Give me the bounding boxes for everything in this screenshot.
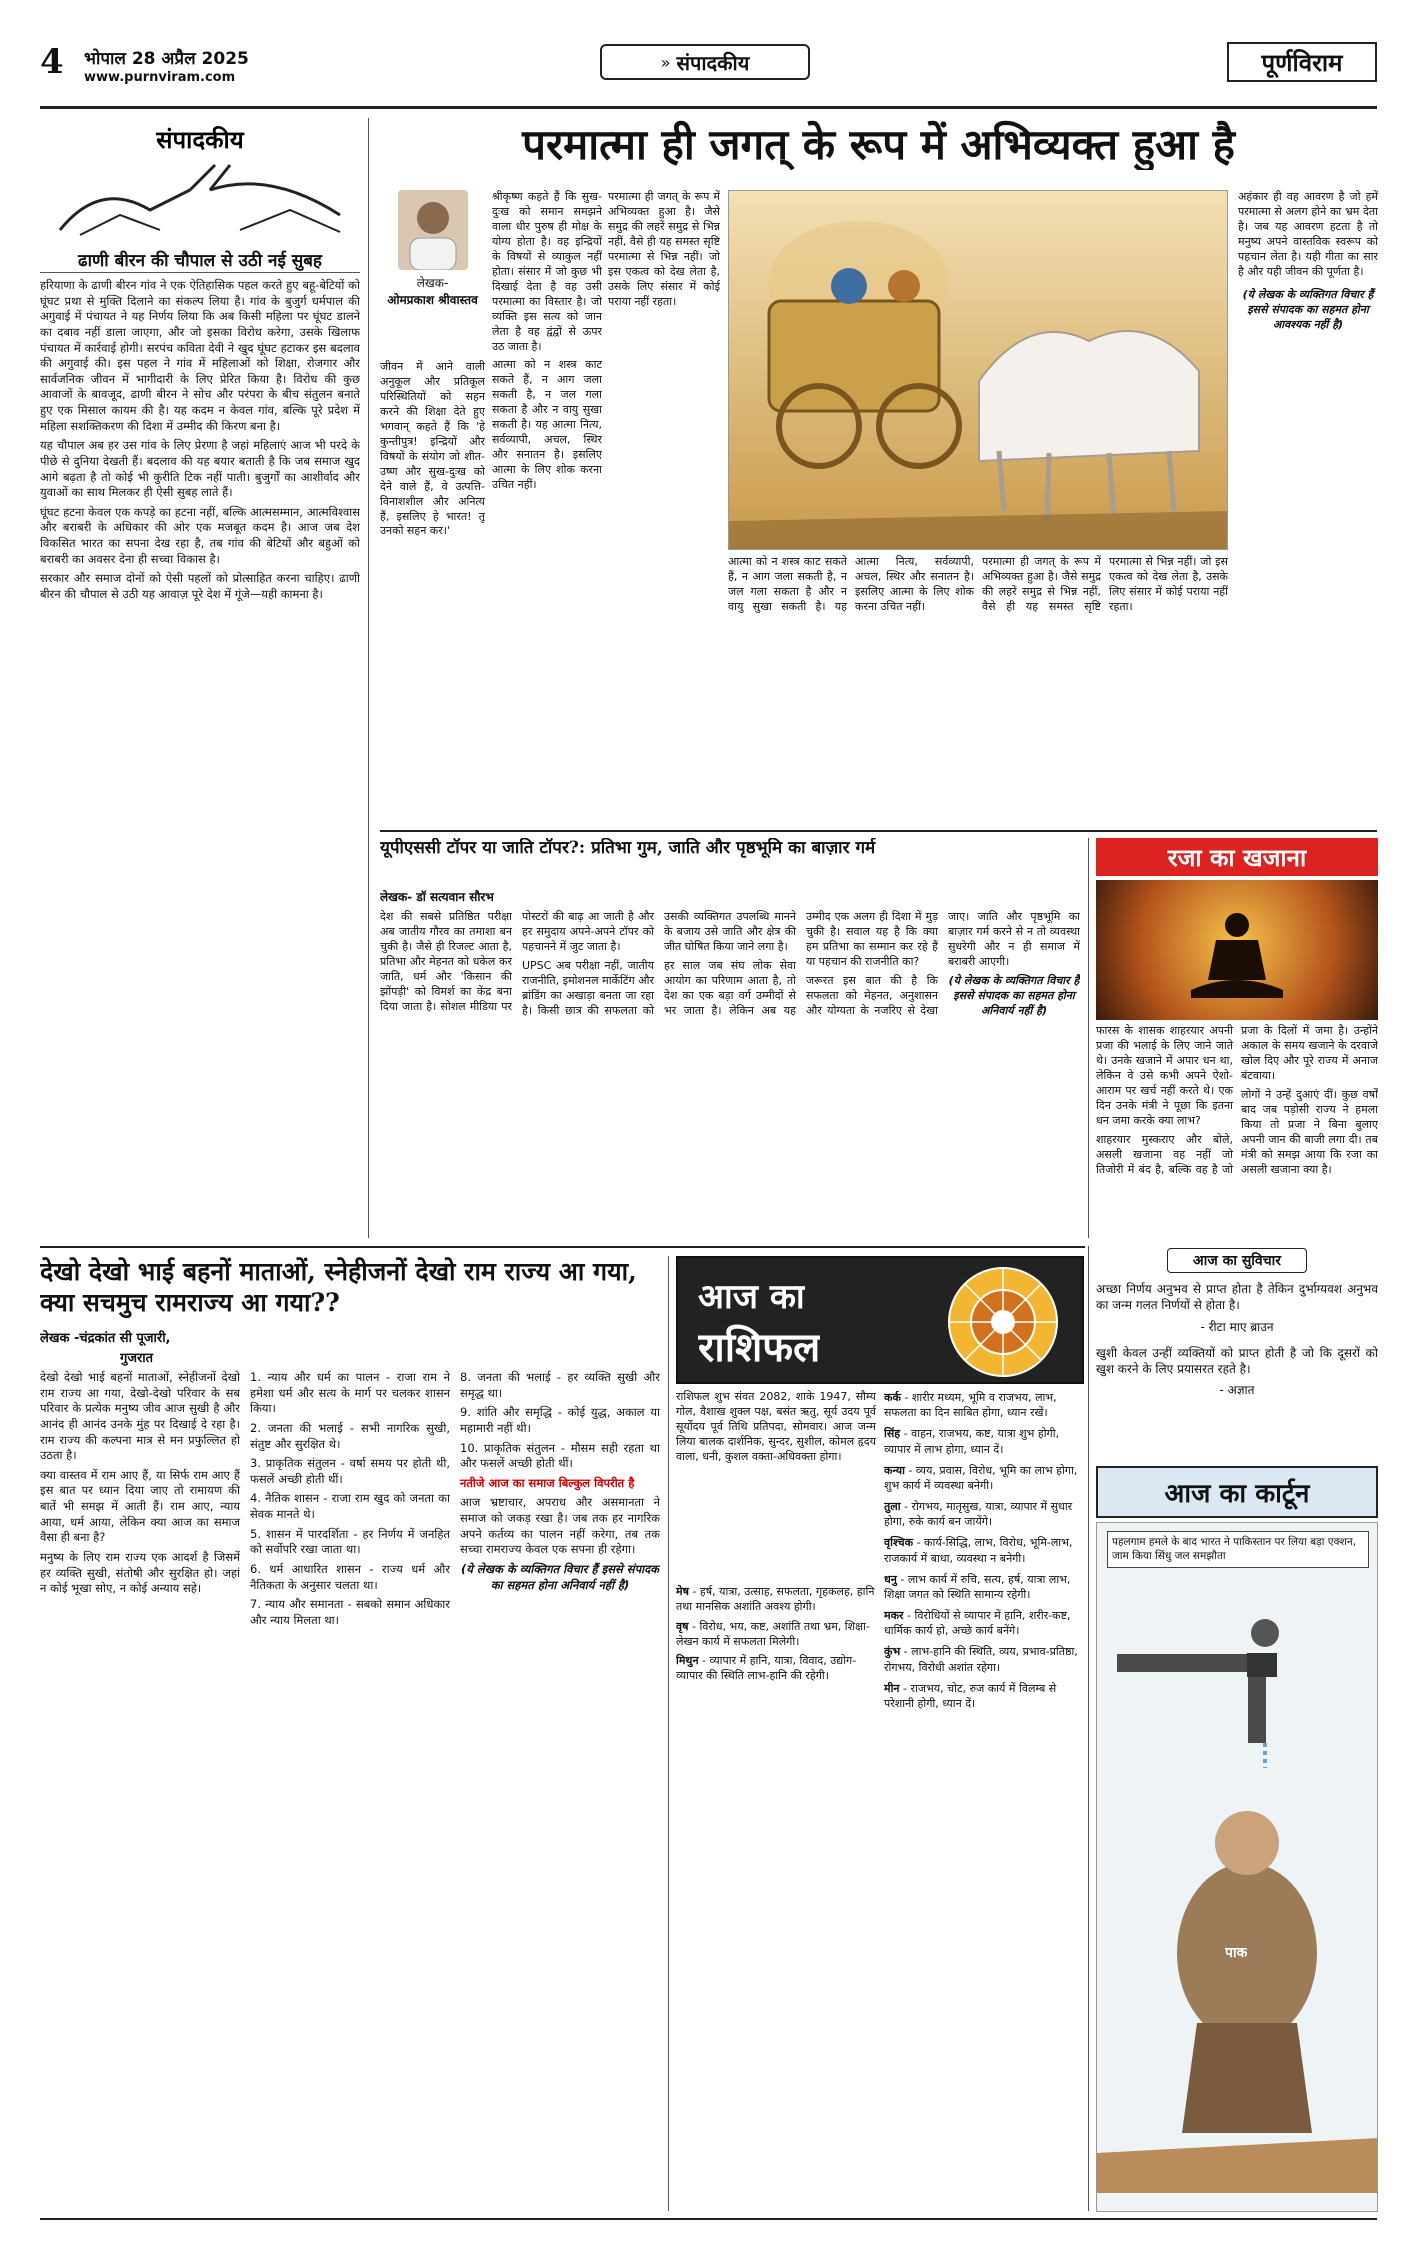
double-chevron-icon: » <box>660 52 671 72</box>
paragraph: क्या वास्तव में राम आए हैं, या सिर्फ राम आए हैं इस बात पर ध्यान दिया जाए तो रामायण की बातें भी समझ में आती हैं। राम आए, न्याय आया, धर्म आया, लेकिन क्या आज का समाज वैसा ही बना है? <box>40 1467 240 1545</box>
paragraph: परमात्मा ही जगत् के रूप में अभिव्यक्त हुआ है। जैसे समुद्र की लहरें समुद्र से भिन्न नहीं, वैसे ही यह समस्त सृष्टि परमात्मा से भिन्न नहीं। जो इस एकत्व को देख लेता है, उसके लिए संसार में कोई पराया नहीं रहता। <box>608 190 720 308</box>
masthead-rule <box>40 106 1377 109</box>
rashi-name: मिथुन <box>676 1654 699 1668</box>
website-url: www.purnviram.com <box>84 70 236 85</box>
page-number: 4 <box>40 42 64 82</box>
rashi-text: हर्ष, यात्रा, उत्साह, सफलता, गृहकलह, हानि तथा मानसिक अशांति अवश्य होगी। <box>676 1585 875 1613</box>
list-item: 2. जनता की भलाई - सभी नागरिक सुखी, संतुष्ट और सुरक्षित थे। <box>250 1420 450 1451</box>
editorial-section <box>40 120 360 1240</box>
rashi-name: कन्या <box>884 1463 905 1477</box>
rashi-name: कर्क <box>884 1391 901 1404</box>
cartoon-caption: पहलगाम हमले के बाद भारत ने पाकिस्तान पर लिया बड़ा एक्शन, जाम किया सिंधु जल समझौता <box>1107 1531 1369 1568</box>
rashi-name: कुंभ <box>884 1645 901 1659</box>
column-divider <box>368 118 369 1238</box>
rashi-item: तुला - रोगभय, मातृसुख, यात्रा, व्यापार में सुधार होगा, रुके कार्य बन जायेंगे। <box>884 1500 1073 1529</box>
upsc-author: लेखक- डॉ सत्यवान सौरभ <box>380 890 494 904</box>
divider <box>40 1246 1085 1248</box>
rashi-item: मकर - विरोधियों से व्यापार में हानि, शरीर-कष्ट, धार्मिक कार्य हो, अच्छे कार्य बनेंगे। <box>884 1609 1071 1638</box>
section-banner <box>600 44 810 80</box>
ramrajya-title: देखो देखो भाई बहनों माताओं, स्नेहीजनों देखो राम राज्य आ गया, क्या सचमुच रामराज्य आ गया?? <box>40 1257 637 1318</box>
cartoon-title: आज का कार्टून <box>1164 1479 1310 1509</box>
ramrajya-disclaimer: (ये लेखक के व्यक्तिगत विचार हैं इससे संपादक का सहमत होना अनिवार्य नहीं है) <box>460 1561 660 1592</box>
paragraph: लोगों ने उन्हें दुआएं दीं। कुछ वर्षों बाद जब पड़ोसी राज्य ने हमला किया तो प्रजा ने बिना बुलाए अपनी जान की बाजी लगा दी। तब मंत्री को समझ आया कि रजा का असली खजाना क्या है। <box>1241 1087 1378 1176</box>
paragraph: फारस के शासक शाहरयार अपनी प्रजा की भलाई के लिए जाने जाते थे। उनके खजाने में अपार धन था, लेकिन वे उसे कभी अपने ऐशो-आराम पर खर्च नहीं करते थे। एक दिन उनके मंत्री ने पूछा कि इतना धन जमा करके क्या लाभ? <box>1096 1024 1233 1127</box>
cartoon-banner <box>1096 1466 1378 1518</box>
paragraph: अहंकार ही वह आवरण है जो हमें परमात्मा से अलग होने का भ्रम देता है। जब यह आवरण हटता है तो मनुष्य अपने वास्तविक स्वरूप को पहचान लेता है। यही गीता का सार है और यही जीवन की पूर्णता है। <box>1238 190 1378 278</box>
rashi-item: कुंभ - लाभ-हानि की स्थिति, व्यय, प्रभाव-प्रतिष्ठा, रोगभय, विरोधी अशांत रहेगा। <box>884 1645 1078 1674</box>
paragraph: हरियाणा के ढाणी बीरन गांव ने एक ऐतिहासिक पहल करते हुए बहू-बेटियों को घूंघट प्रथा से मुक्ति दिलाने का संकल्प लिया है। गांव के बुजुर्ग धर्मपाल की अगुवाई में पंचायत ने यह निर्णय लिया कि अब किसी महिला पर घूंघट डालने का दबाव नहीं डाला जाएगा, और जो इसका विरोध करेगा, उसके खिलाफ पंचायत में कार्रवाई होगी। सरपंच कविता देवी ने खुद घूंघट हटाकर इस बदलाव की अगुवाई की। इस पहल ने गांव में महिलाओं को शिक्षा, रोजगार और सार्वजनिक जीवन में भागीदारी के लिए प्रेरित किया है। विरोध की कुछ आवाजों के बावजूद, ढाणी बीरन ने सोच और परंपरा के बीच संतुलन बनाते हुए एक मिसाल कायम की है। यह कदम न केवल गांव, बल्कि पूरे प्रदेश में महिला सशक्तिकरण की दिशा में उम्मीद की किरण बना है। <box>40 278 360 433</box>
upsc-disclaimer: (ये लेखक के व्यक्तिगत विचार हैं इससे संपादक का सहमत होना अनिवार्य नहीं है) <box>948 973 1080 1017</box>
editorial-illustration <box>40 120 360 245</box>
page-date: भोपाल 28 अप्रैल 2025 <box>84 49 249 69</box>
rashi-name: वृश्चिक <box>884 1536 914 1550</box>
suvichar-box <box>1096 1248 1378 1458</box>
masthead <box>40 40 1377 102</box>
rashi-text: कार्य-सिद्धि, लाभ, विरोध, भूमि-लाभ, राजकार्य में बाधा, व्यवस्था न बनेगी। <box>884 1536 1073 1565</box>
list-item: 8. जनता की भलाई - हर व्यक्ति सुखी और समृद्ध था। <box>460 1370 660 1400</box>
rashi-text: वाहन, राजभय, कष्ट, यात्रा शुभ होगी, व्यापार में लाभ होगा, ध्यान दें। <box>884 1427 1060 1456</box>
feature-body-col2 <box>492 190 602 815</box>
paragraph: घूंघट हटना केवल एक कपड़े का हटना नहीं, बल्कि आत्मसम्मान, आत्मविश्वास और बराबरी के अधिकार की ओर एक मजबूत कदम है। आज जब देश विकसित भारत का सपना देख रहा है, तब गांव की बेटियों और बहुओं को बराबरी का अवसर देना ही सच्चा विकास है। <box>40 504 360 566</box>
paragraph: परमात्मा ही जगत् के रूप में अभिव्यक्त हुआ है। जैसे समुद्र की लहरें समुद्र से भिन्न नहीं, वैसे ही यह समस्त सृष्टि परमात्मा से भिन्न नहीं। जो इस एकत्व को देख लेता है, उसके लिए संसार में कोई पराया नहीं रहता। <box>982 555 1228 613</box>
feature-body-col1 <box>380 360 485 815</box>
brand-logo <box>1227 42 1377 82</box>
rashi-text: लाभ-हानि की स्थिति, व्यय, प्रभाव-प्रतिष्ठा, रोगभय, विरोधी अशांत रहेगा। <box>884 1645 1078 1674</box>
editorial-title: ढाणी बीरन की चौपाल से उठी नई सुबह <box>78 251 322 271</box>
rashi-name: मेष <box>676 1585 689 1598</box>
upsc-body <box>380 910 1080 1240</box>
paragraph: यह चौपाल अब हर उस गांव के लिए प्रेरणा है जहां महिलाएं आज भी परदे के पीछे से दुनिया देखती हैं। बदलाव की यह बयार बताती है कि जब समाज खुद आगे बढ़ता है तो कोई भी कुरीति टिक नहीं पाती। बुजुर्गों का आशीर्वाद और युवाओं का साथ मिलकर ही ऐसी सुबह लाते हैं। <box>40 438 360 500</box>
rashi-item: धनु - लाभ कार्य में रुचि, सत्य, हर्ष, यात्रा लाभ, शिक्षा जगत को स्थिति सामान्य रहेगी। <box>884 1572 1071 1601</box>
person-icon <box>398 190 468 270</box>
rashifal-list-left <box>676 1585 876 2205</box>
paragraph: आत्मा को न शस्त्र काट सकते हैं, न आग जला सकती है, न जल गला सकता है और न वायु सुखा सकती है। यह आत्मा नित्य, सर्वव्यापी, अचल, स्थिर और सनातन है। इसलिए आत्मा के लिए शोक करना उचित नहीं। <box>492 358 602 492</box>
editorial-heading: संपादकीय <box>156 125 244 154</box>
suvichar-author-2: - अज्ञात <box>1219 1383 1255 1398</box>
rashi-name: धनु <box>884 1572 897 1586</box>
rashi-text: लाभ कार्य में रुचि, सत्य, हर्ष, यात्रा लाभ, शिक्षा जगत को स्थिति सामान्य रहेगी। <box>884 1572 1071 1601</box>
raja-body <box>1096 1024 1378 1239</box>
chariot-icon <box>729 191 1228 550</box>
paragraph: आज भ्रष्टाचार, अपराध और असमानता ने समाज को जकड़ रखा है। जब तक हर नागरिक अपने कर्तव्य का पालन नहीं करेगा, तब तक सच्चा रामराज्य केवल एक सपना ही रहेगा। <box>460 1495 660 1557</box>
section-title: संपादकीय <box>676 50 750 75</box>
rashi-name: तुला <box>884 1500 901 1514</box>
rashifal-title-2: राशिफल <box>698 1325 821 1371</box>
list-item: 7. न्याय और समानता - सबको समान अधिकार और न्याय मिलता था। <box>250 1597 450 1627</box>
rashi-text: विरोध, भय, कष्ट, अशांति तथा भ्रम, शिक्षा-लेखन कार्य में सफलता मिलेगी। <box>676 1619 870 1648</box>
paragraph: जीवन में आने वाली अनुकूल और प्रतिकूल परिस्थितियों को सहन करने की शिक्षा देते हुए भगवान् कहते हैं कि 'हे कुन्तीपुत्र! इन्द्रियों और विषयों के संयोग जो शीत-उष्ण और सुख-दुःख को देने वाले हैं, वे उत्पत्ति-विनाशशील और अनित्य हैं, इसलिए हे भारत! तू उनको सहन कर।' <box>380 360 485 538</box>
rashi-item: मिथुन - व्यापार में हानि, यात्रा, विवाद, उद्योग-व्यापार की स्थिति लाभ-हानि की रहेगी। <box>676 1654 857 1683</box>
list-item: 10. प्राकृतिक संतुलन - मौसम सही रहता था और फसलें अच्छी होती थीं। <box>460 1440 660 1471</box>
author-name: ओमप्रकाश श्रीवास्तव <box>387 293 478 307</box>
paragraph: श्रीकृष्ण कहते हैं कि सुख-दुःख को समान समझने वाला धीर पुरुष ही मोक्ष के योग्य होता है। वह इन्द्रियों के विषयों से व्याकुल नहीं होता। संसार में जो कुछ भी दिखाई देता है वह उसी परमात्मा का विस्तार है। जो व्यक्ति इस सत्य को जान लेता है वह द्वंद्वों से ऊपर उठ जाता है। <box>492 190 602 353</box>
paragraph: आत्मा को न शस्त्र काट सकते हैं, न आग जला सकती है, न जल गला सकता है और न वायु सुखा सकती है। यह आत्मा नित्य, सर्वव्यापी, अचल, स्थिर और सनातन है। इसलिए आत्मा के लिए शोक करना उचित नहीं। <box>728 555 974 613</box>
rashi-text: शारीर मध्यम, भूमि व राजभय, लाभ, सफलता का दिन साबित होगा, ध्यान रखें। <box>884 1391 1057 1420</box>
ramrajya-author: लेखक -चंद्रकांत सी पूजारी, <box>40 1331 171 1346</box>
suvichar-title: आज का सुविचार <box>1193 1253 1281 1269</box>
rashi-name: सिंह <box>884 1427 901 1441</box>
zodiac-wheel-icon <box>928 1264 1078 1380</box>
rashi-item: वृष - विरोध, भय, कष्ट, अशांति तथा भ्रम, शिक्षा-लेखन कार्य में सफलता मिलेगी। <box>676 1619 870 1648</box>
suvichar-header <box>1167 1248 1307 1273</box>
column-divider <box>668 1256 669 2211</box>
rashi-text: विरोधियों से व्यापार में हानि, शरीर-कष्ट, धार्मिक कार्य हो, अच्छे कार्य बनेंगे। <box>884 1609 1071 1638</box>
paragraph: देश की सबसे प्रतिष्ठित परीक्षा अब जातीय गौरव का तमाशा बन चुकी है। जैसे ही रिजल्ट आता है, प्रतिभा और मेहनत को धकेल कर जाति, धर्म और 'किसान की झोंपड़ी' को विमर्श का केंद्र बना दिया जाता है। सोशल मीडिया पर पोस्टरों की बाढ़ आ जाती है और हर समुदाय अपने-अपने टॉपर को पहचानने में जुट जाता है। <box>380 910 654 1013</box>
paragraph: शाहरयार मुस्कराए और बोले, असली खजाना वह नहीं जो तिजोरी में बंद है, बल्कि वह है जो प्रजा के दिलों में जमा है। उन्होंने अकाल के समय खजाने के दरवाजे खोल दिए और पूरे राज्य में अनाज बंटवाया। <box>1096 1024 1378 1176</box>
rashi-item: कर्क - शारीर मध्यम, भूमि व राजभय, लाभ, सफलता का दिन साबित होगा, ध्यान रखें। <box>884 1391 1057 1420</box>
paragraph: मनुष्य के लिए राम राज्य एक आदर्श है जिसमें हर व्यक्ति सुखी, संतोषी और सुरक्षित हो। जहां न कोई भूखा सोए, न कोई अन्याय सहे। <box>40 1549 240 1596</box>
list-item: 4. नैतिक शासन - राजा राम खुद को जनता का सेवक मानते थे। <box>250 1491 450 1521</box>
suvichar-quote-2: खुशी केवल उन्हीं व्यक्तियों को प्राप्त होती है जो कि दूसरों को खुश करने के लिए प्रयासरत रहते है। <box>1096 1345 1378 1376</box>
feature-title: परमात्मा ही जगत् के रूप में अभिव्यक्त हुआ है <box>522 120 1235 169</box>
rashi-item: कन्या - व्यय, प्रवास, विरोध, भूमि का लाभ होगा, शुभ कार्य में व्यवस्था बनेगी। <box>884 1463 1078 1492</box>
rashi-text: रोगभय, मातृसुख, यात्रा, व्यापार में सुधार होगा, रुके कार्य बन जायेंगे। <box>884 1500 1073 1529</box>
rashifal-intro: राशिफल शुभ संवत 2082, शाके 1947, सौम्य गोल, वैशाख शुक्ल पक्ष, बसंत ऋतु, सूर्य उदय पूर्व सूर्योदय पूर्व तिथि प्रतिपदा, सोमवार। आज जन्म लिया बालक दार्शनिक, सुन्दर, सुशील, कोमल हृदय वाला, धनी, कुशल वक्ता-अधिवक्ता होगा। <box>676 1390 876 1463</box>
list-item: 9. शांति और समृद्धि - कोई युद्ध, अकाल या महामारी नहीं थी। <box>460 1405 660 1435</box>
krishna-arjuna-chariot-image <box>728 190 1228 550</box>
divider <box>380 830 1377 832</box>
list-item: 1. न्याय और धर्म का पालन - राजा राम ने हमेशा धर्म और सत्य के मार्ग पर चलकर शासन किया। <box>250 1370 450 1416</box>
rashi-name: वृष <box>676 1619 689 1633</box>
rashifal-banner <box>676 1256 1084 1384</box>
suvichar-quote-1: अच्छा निर्णय अनुभव से प्राप्त होता है तेकिन दुर्भाग्यवश अनुभव का जन्म गलत निर्णयों से होता है। <box>1096 1282 1378 1313</box>
paragraph: UPSC अब परीक्षा नहीं, जातीय राजनीति, इमोशनल मार्केटिंग और ब्रांडिंग का अखाड़ा बनता जा रहा है। किसी छात्र की सफलता को उसकी व्यक्तिगत उपलब्धि मानने के बजाय उसे जाति और क्षेत्र की जीत घोषित किया जाने लगा है। <box>522 910 796 1017</box>
feature-body-col4 <box>1238 190 1378 830</box>
upsc-title: यूपीएससी टॉपर या जाति टॉपर?: प्रतिभा गुम, जाति और पृष्ठभूमि का बाज़ार गर्म <box>380 838 876 858</box>
rashifal-list-right <box>884 1390 1084 2210</box>
conclusion-heading: नतीजे आज का समाज बिल्कुल विपरीत है <box>460 1475 635 1490</box>
column-divider <box>1088 1246 1089 2211</box>
meditation-image <box>1096 880 1378 1020</box>
paragraph: हर साल जब संघ लोक सेवा आयोग का परिणाम आता है, तो देश का एक बड़ा वर्ग उम्मीदों से भर जाता है। लेकिन अब यह उम्मीद एक अलग ही दिशा में मुड़ चुकी है। सवाल यह है कि क्या हम प्रतिभा का सम्मान कर रहे हैं या पहचान की राजनीति का? <box>664 910 938 1017</box>
rashi-item: मीन - राजभय, चोट, रुज कार्य में विलम्ब से परेशानी होगी, ध्यान दें। <box>884 1681 1057 1710</box>
list-item: 3. प्राकृतिक संतुलन - वर्षा समय पर होती थी, फसलें अच्छी होती थीं। <box>250 1456 450 1486</box>
feature-body-col3 <box>608 190 720 815</box>
list-item: 6. धर्म आधारित शासन - राज्य धर्म और नैतिकता के अनुसार चलता था। <box>250 1561 450 1592</box>
rashi-text: राजभय, चोट, रुज कार्य में विलम्ब से परेशानी होगी, ध्यान दें। <box>884 1681 1057 1710</box>
paragraph: देखो देखो भाई बहनों माताओं, स्नेहीजनों देखो राम राज्य आ गया, देखो-देखो परिवार के सब परिवार के प्रत्येक मनुष्य जीव आज सुखी है और आनंद ही आनंद उनके मुंह पर दिखाई दे रहा है। राम राज्य की कल्पना मात्र से मन प्रफुल्लित हो उठता है। <box>40 1370 240 1463</box>
writing-hands-icon <box>40 120 360 245</box>
page-bottom-rule <box>40 2218 1377 2220</box>
water-pipe-illustration <box>1097 1593 1378 2193</box>
cartoon-panel <box>1096 1522 1378 2212</box>
divider <box>40 272 360 273</box>
feature-disclaimer: (ये लेखक के व्यक्तिगत विचार हैं इससे संपादक का सहमत होना आवश्यक नहीं है) <box>1242 287 1374 331</box>
brand-name: पूर्णविराम <box>1261 47 1343 77</box>
rashifal-title-1: आज का <box>698 1277 805 1317</box>
paragraph: जरूरत इस बात की है कि सफलता को मेहनत, अनुशासन और योग्यता के नजरिए से देखा जाए। जाति और पृष्ठभूमि का बाज़ार गर्म करने से न तो व्यवस्था सुधरेगी और न ही समाज में बराबरी आएगी। <box>806 910 1080 1017</box>
author-photo <box>398 190 468 270</box>
feature-body-under-image <box>728 555 1228 815</box>
rashi-name: मीन <box>884 1681 900 1695</box>
ramrajya-body <box>40 1370 660 2210</box>
rashi-item: मेष - हर्ष, यात्रा, उत्साह, सफलता, गृहकलह, हानि तथा मानसिक अशांति अवश्य होगी। <box>676 1585 875 1613</box>
cartoon-label: पाक <box>1225 1945 1248 1961</box>
rashi-item: सिंह - वाहन, राजभय, कष्ट, यात्रा शुभ होगी, व्यापार में लाभ होगा, ध्यान दें। <box>884 1427 1060 1456</box>
raja-banner <box>1096 838 1378 876</box>
ramrajya-location: गुजरात <box>120 1351 154 1366</box>
rashi-name: मकर <box>884 1609 904 1623</box>
paragraph: सरकार और समाज दोनों को ऐसी पहलों को प्रोत्साहित करना चाहिए। ढाणी बीरन की चौपाल से उठी यह आवाज़ पूरे देश में गूंजे—यही कामना है। <box>40 571 360 601</box>
rashi-item: वृश्चिक - कार्य-सिद्धि, लाभ, विरोध, भूमि-लाभ, राजकार्य में बाधा, व्यवस्था न बनेगी। <box>884 1536 1073 1565</box>
suvichar-author-1: - रीटा माए ब्राउन <box>1200 1319 1274 1334</box>
column-divider <box>1088 838 1089 1238</box>
list-item: 5. शासन में पारदर्शिता - हर निर्णय में जनहित को सर्वोपरि रखा जाता था। <box>250 1526 450 1557</box>
author-label: लेखक- <box>416 276 449 290</box>
rashi-text: व्यापार में हानि, यात्रा, विवाद, उद्योग-व्यापार की स्थिति लाभ-हानि की रहेगी। <box>676 1654 857 1683</box>
rashi-text: व्यय, प्रवास, विरोध, भूमि का लाभ होगा, शुभ कार्य में व्यवस्था बनेगी। <box>884 1463 1078 1492</box>
raja-title: रजा का खजाना <box>1167 843 1307 872</box>
editorial-body <box>40 278 360 1238</box>
meditating-person-icon <box>1096 880 1378 1020</box>
feature-author-block <box>380 190 485 360</box>
